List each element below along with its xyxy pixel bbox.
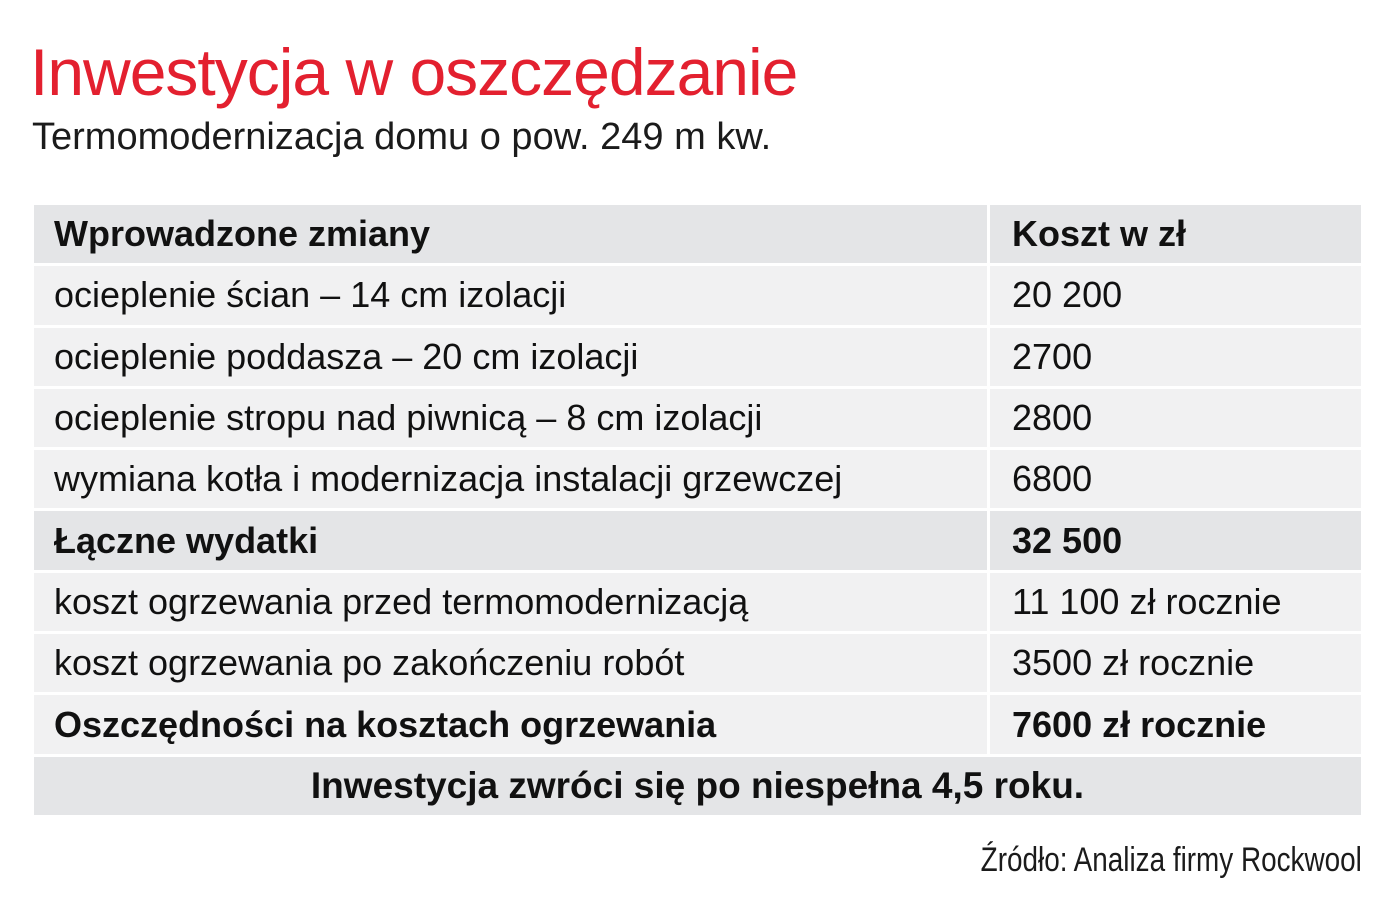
table-row: [34, 389, 1361, 450]
row-value: 6800: [1012, 458, 1093, 500]
row-label: ocieplenie poddasza – 20 cm izolacji: [34, 328, 990, 386]
column-header-cost: Koszt w zł: [1012, 213, 1187, 255]
row-value: 11 100 zł rocznie: [1012, 580, 1282, 622]
row-value: 3500 zł rocznie: [1012, 642, 1255, 684]
row-value: 2700: [1012, 335, 1093, 377]
row-label: Oszczędności na kosztach ogrzewania: [34, 695, 990, 753]
source-credit: Źródło: Analiza firmy Rockwool: [980, 841, 1362, 879]
payback-summary-row: [34, 757, 1361, 818]
table-row: [34, 266, 1361, 327]
row-value: 20 200: [1012, 274, 1123, 316]
savings-row: [34, 695, 1361, 756]
row-label: ocieplenie stropu nad piwnicą – 8 cm izolacji: [34, 389, 990, 447]
cost-table: [34, 205, 1361, 818]
row-label: koszt ogrzewania przed termomodernizacją: [34, 573, 990, 631]
row-label: koszt ogrzewania po zakończeniu robót: [34, 634, 990, 692]
table-row: [34, 634, 1361, 695]
table-row: [34, 328, 1361, 389]
row-label: Łączne wydatki: [34, 511, 990, 569]
total-expenses-row: [34, 511, 1361, 572]
table-row: [34, 450, 1361, 511]
row-label: wymiana kotła i modernizacja instalacji grzewczej: [34, 450, 990, 508]
table-header-row: [34, 205, 1361, 266]
payback-summary: Inwestycja zwróci się po niespełna 4,5 roku.: [310, 764, 1085, 806]
infographic-title: Inwestycja w oszczędzanie: [30, 35, 798, 109]
table-row: [34, 573, 1361, 634]
row-value: 2800: [1012, 397, 1093, 439]
row-value: 32 500: [1012, 519, 1123, 561]
column-header-changes: Wprowadzone zmiany: [34, 205, 990, 263]
row-value: 7600 zł rocznie: [1012, 703, 1267, 745]
infographic-subtitle: Termomodernizacja domu o pow. 249 m kw.: [32, 116, 772, 158]
row-label: ocieplenie ścian – 14 cm izolacji: [34, 266, 990, 324]
